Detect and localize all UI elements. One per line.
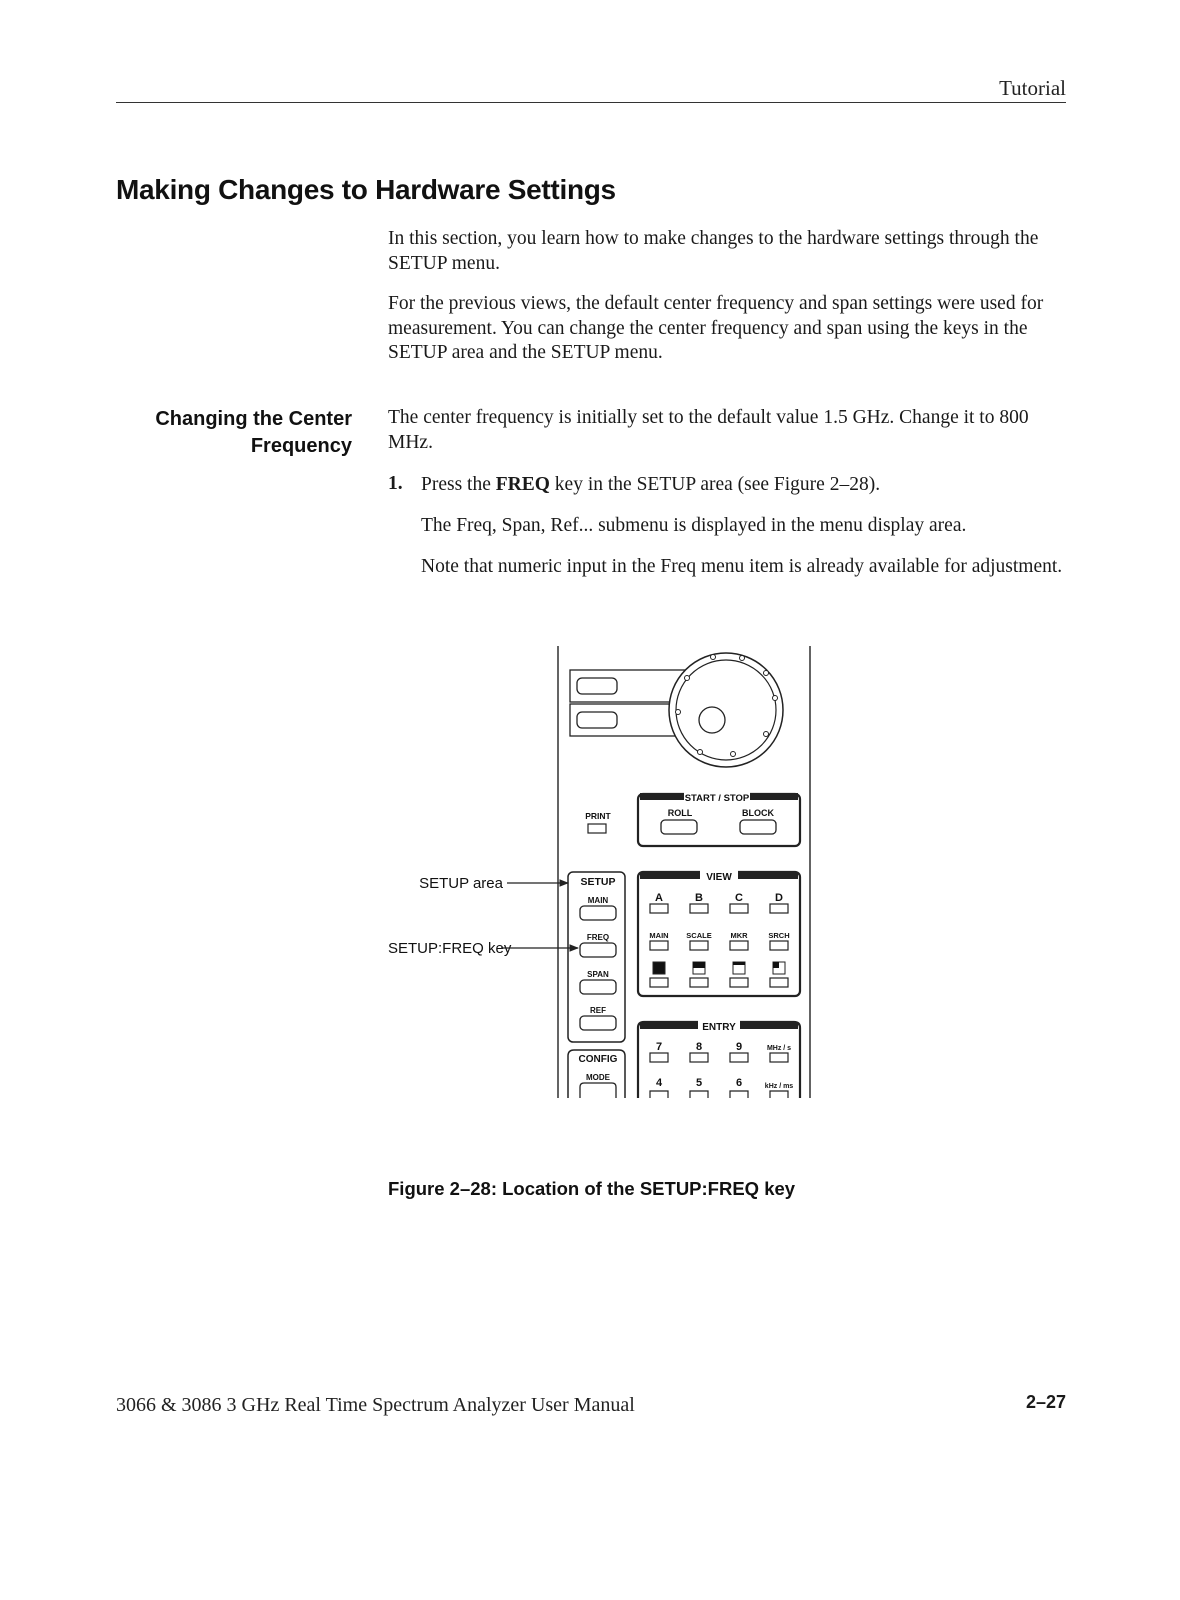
upper-button-1 xyxy=(577,678,617,694)
step-note-1 xyxy=(421,514,1066,539)
setup-freq-button[interactable] xyxy=(580,943,616,957)
view-scale-button[interactable] xyxy=(690,941,708,950)
entry-label: ENTRY xyxy=(702,1022,736,1033)
subsection-heading xyxy=(116,406,352,460)
setup-main-button[interactable] xyxy=(580,906,616,920)
key-6-button[interactable] xyxy=(730,1091,748,1098)
config-mode-label: MODE xyxy=(586,1073,610,1082)
subsection-heading-line-2: Frequency xyxy=(250,435,352,457)
step-note-2-text: Note that numeric input in the Freq menu item is already available for adjustment. xyxy=(421,556,1063,577)
intro-paragraph-2 xyxy=(388,292,1064,366)
view-c-button[interactable] xyxy=(730,904,748,913)
footer-manual-title: 3066 & 3086 3 GHz Real Time Spectrum Analyzer User Manual xyxy=(116,1394,635,1416)
freq-keyword: FREQ xyxy=(495,474,550,495)
roll-label: ROLL xyxy=(667,808,693,818)
key-5-button[interactable] xyxy=(690,1091,708,1098)
step-note-1-text: The Freq, Span, Ref... submenu is displayed in the menu display area. xyxy=(421,515,967,536)
section-title: Making Changes to Hardware Settings xyxy=(116,174,616,205)
key-4-label: 4 xyxy=(655,1077,663,1089)
view-mkr-label: MKR xyxy=(730,931,748,940)
mhz-s-button[interactable] xyxy=(770,1053,788,1062)
key-5-label: 5 xyxy=(695,1077,703,1089)
khz-ms-label: kHz / ms xyxy=(764,1083,794,1090)
key-7-label: 7 xyxy=(655,1041,663,1053)
callout-freq-key: SETUP:FREQ key xyxy=(388,940,512,957)
view-d-button[interactable] xyxy=(770,904,788,913)
view-mkr-button[interactable] xyxy=(730,941,748,950)
view-key-b-label: B xyxy=(695,892,703,904)
print-label: PRINT xyxy=(585,811,611,821)
view-scale-label: SCALE xyxy=(686,931,712,940)
upper-slot-1 xyxy=(570,670,686,702)
setup-ref-button[interactable] xyxy=(580,1016,616,1030)
roll-button[interactable] xyxy=(661,820,697,834)
setup-label: SETUP xyxy=(580,876,616,888)
setup-main-label: MAIN xyxy=(587,896,609,905)
setup-span-label: SPAN xyxy=(587,970,609,979)
quad-split-icon-fill xyxy=(773,962,779,968)
view-label: VIEW xyxy=(706,872,732,883)
block-label: BLOCK xyxy=(742,808,774,818)
front-panel-figure xyxy=(380,636,820,1111)
intro-text-2: For the previous views, the default center frequency and span settings were used for measurement. You can change the center frequency and span using the keys in the SETUP area and the SETUP menu. xyxy=(388,293,1044,363)
mhz-s-label: MHz / s xyxy=(766,1045,792,1052)
footer-page-number: 2–27 xyxy=(1025,1392,1066,1412)
layout-2-button[interactable] xyxy=(690,978,708,987)
key-8-label: 8 xyxy=(695,1041,703,1053)
key-6-label: 6 xyxy=(735,1077,743,1089)
block-button[interactable] xyxy=(740,820,776,834)
view-srch-button[interactable] xyxy=(770,941,788,950)
subsection-paragraph xyxy=(388,406,1064,455)
step-instruction xyxy=(421,473,1066,498)
key-4-button[interactable] xyxy=(650,1091,668,1098)
config-group xyxy=(568,1050,625,1098)
view-main-label: MAIN xyxy=(649,931,669,940)
layout-4-button[interactable] xyxy=(770,978,788,987)
subsection-heading-line-1: Changing the Center xyxy=(155,408,352,430)
view-srch-label: SRCH xyxy=(768,931,790,940)
view-key-c-label: C xyxy=(735,892,743,904)
step-note-2 xyxy=(421,555,1066,580)
intro-text-1: In this section, you learn how to make changes to the hardware settings through the SETUP menu. xyxy=(388,228,1039,274)
key-9-label: 9 xyxy=(735,1041,743,1053)
header-rule xyxy=(116,102,1066,103)
full-screen-icon xyxy=(653,962,665,974)
layout-1-button[interactable] xyxy=(650,978,668,987)
start-stop-label: START / STOP xyxy=(684,793,750,804)
key-9-button[interactable] xyxy=(730,1053,748,1062)
upper-button-2 xyxy=(577,712,617,728)
subsection-text: The center frequency is initially set to the default value 1.5 GHz. Change it to 800 MHz. xyxy=(388,407,1029,453)
start-stop-group xyxy=(638,790,800,846)
khz-ms-button[interactable] xyxy=(770,1091,788,1098)
view-main-button[interactable] xyxy=(650,941,668,950)
lower-split-icon-fill xyxy=(733,962,745,965)
view-group xyxy=(638,869,800,996)
callout-setup-area: SETUP area xyxy=(419,875,503,892)
config-label: CONFIG xyxy=(578,1054,618,1065)
running-head: Tutorial xyxy=(999,76,1066,100)
config-mode-button[interactable] xyxy=(580,1083,616,1098)
view-key-d-label: D xyxy=(775,892,783,904)
setup-freq-label: FREQ xyxy=(586,933,610,942)
step-pre: Press the xyxy=(421,474,496,495)
view-key-a-label: A xyxy=(655,892,663,904)
step-post: key in the SETUP area (see Figure 2–28). xyxy=(549,474,881,495)
figure-caption: Figure 2–28: Location of the SETUP:FREQ key xyxy=(388,1178,796,1199)
setup-ref-label: REF xyxy=(590,1006,606,1015)
print-button[interactable] xyxy=(588,824,606,833)
layout-3-button[interactable] xyxy=(730,978,748,987)
front-panel-drawing xyxy=(380,636,820,1106)
step-number: 1. xyxy=(388,473,403,494)
setup-group xyxy=(568,872,625,1042)
view-a-button[interactable] xyxy=(650,904,668,913)
upper-split-icon-fill xyxy=(693,962,705,968)
intro-paragraph-1 xyxy=(388,227,1064,276)
setup-span-button[interactable] xyxy=(580,980,616,994)
entry-group xyxy=(638,1019,800,1098)
knob xyxy=(669,653,783,767)
key-7-button[interactable] xyxy=(650,1053,668,1062)
key-8-button[interactable] xyxy=(690,1053,708,1062)
view-b-button[interactable] xyxy=(690,904,708,913)
